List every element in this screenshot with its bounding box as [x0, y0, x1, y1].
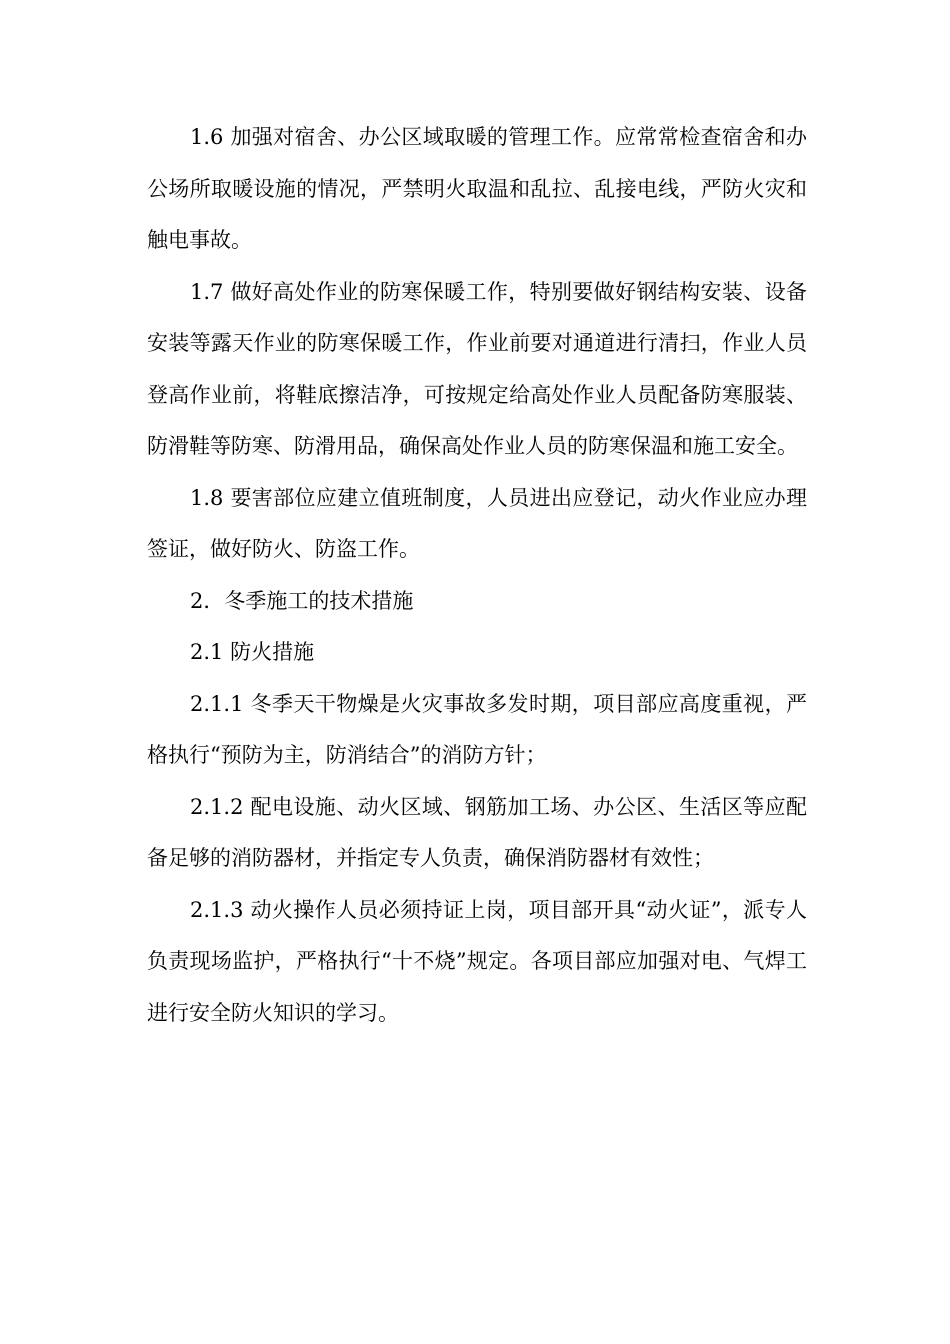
paragraph-2-1-1: 2.1.1 冬季天干物燥是火灾事故多发时期，项目部应高度重视，严格执行“预防为主，防消结合”的消防方针；: [147, 691, 807, 767]
paragraph-2-1-2: 2.1.2 配电设施、动火区域、钢筋加工场、办公区、生活区等应配备足够的消防器材，并指定专人负责，确保消防器材有效性；: [147, 794, 807, 870]
paragraph-2-1-3: 2.1.3 动火操作人员必须持证上岗，项目部开具“动火证”，派专人负责现场监护，严格执行“十不烧”规定。各项目部应加强对电、气焊工进行安全防火知识的学习。: [147, 897, 807, 1025]
paragraph-1-7: 1.7 做好高处作业的防寒保暖工作，特别要做好钢结构安装、设备安装等露天作业的防寒保暖工作，作业前要对通道进行清扫，作业人员登高作业前，将鞋底擦洁净，可按规定给高处作业人员配备防寒服装、防滑鞋等防寒、防滑用品，确保高处作业人员的防寒保温和施工安全。: [147, 279, 807, 458]
document-body: [147, 112, 807, 1039]
paragraph-1-8: 1.8 要害部位应建立值班制度，人员进出应登记，动火作业应办理签证，做好防火、防盗工作。: [147, 485, 807, 561]
subsection-heading-2-1: 2.1 防火措施: [190, 640, 315, 664]
paragraph-1-6: 1.6 加强对宿舍、办公区域取暖的管理工作。应常常检查宿舍和办公场所取暖设施的情况，严禁明火取温和乱拉、乱接电线，严防火灾和触电事故。: [147, 125, 807, 252]
section-heading-2: 2．冬季施工的技术措施: [190, 588, 414, 613]
